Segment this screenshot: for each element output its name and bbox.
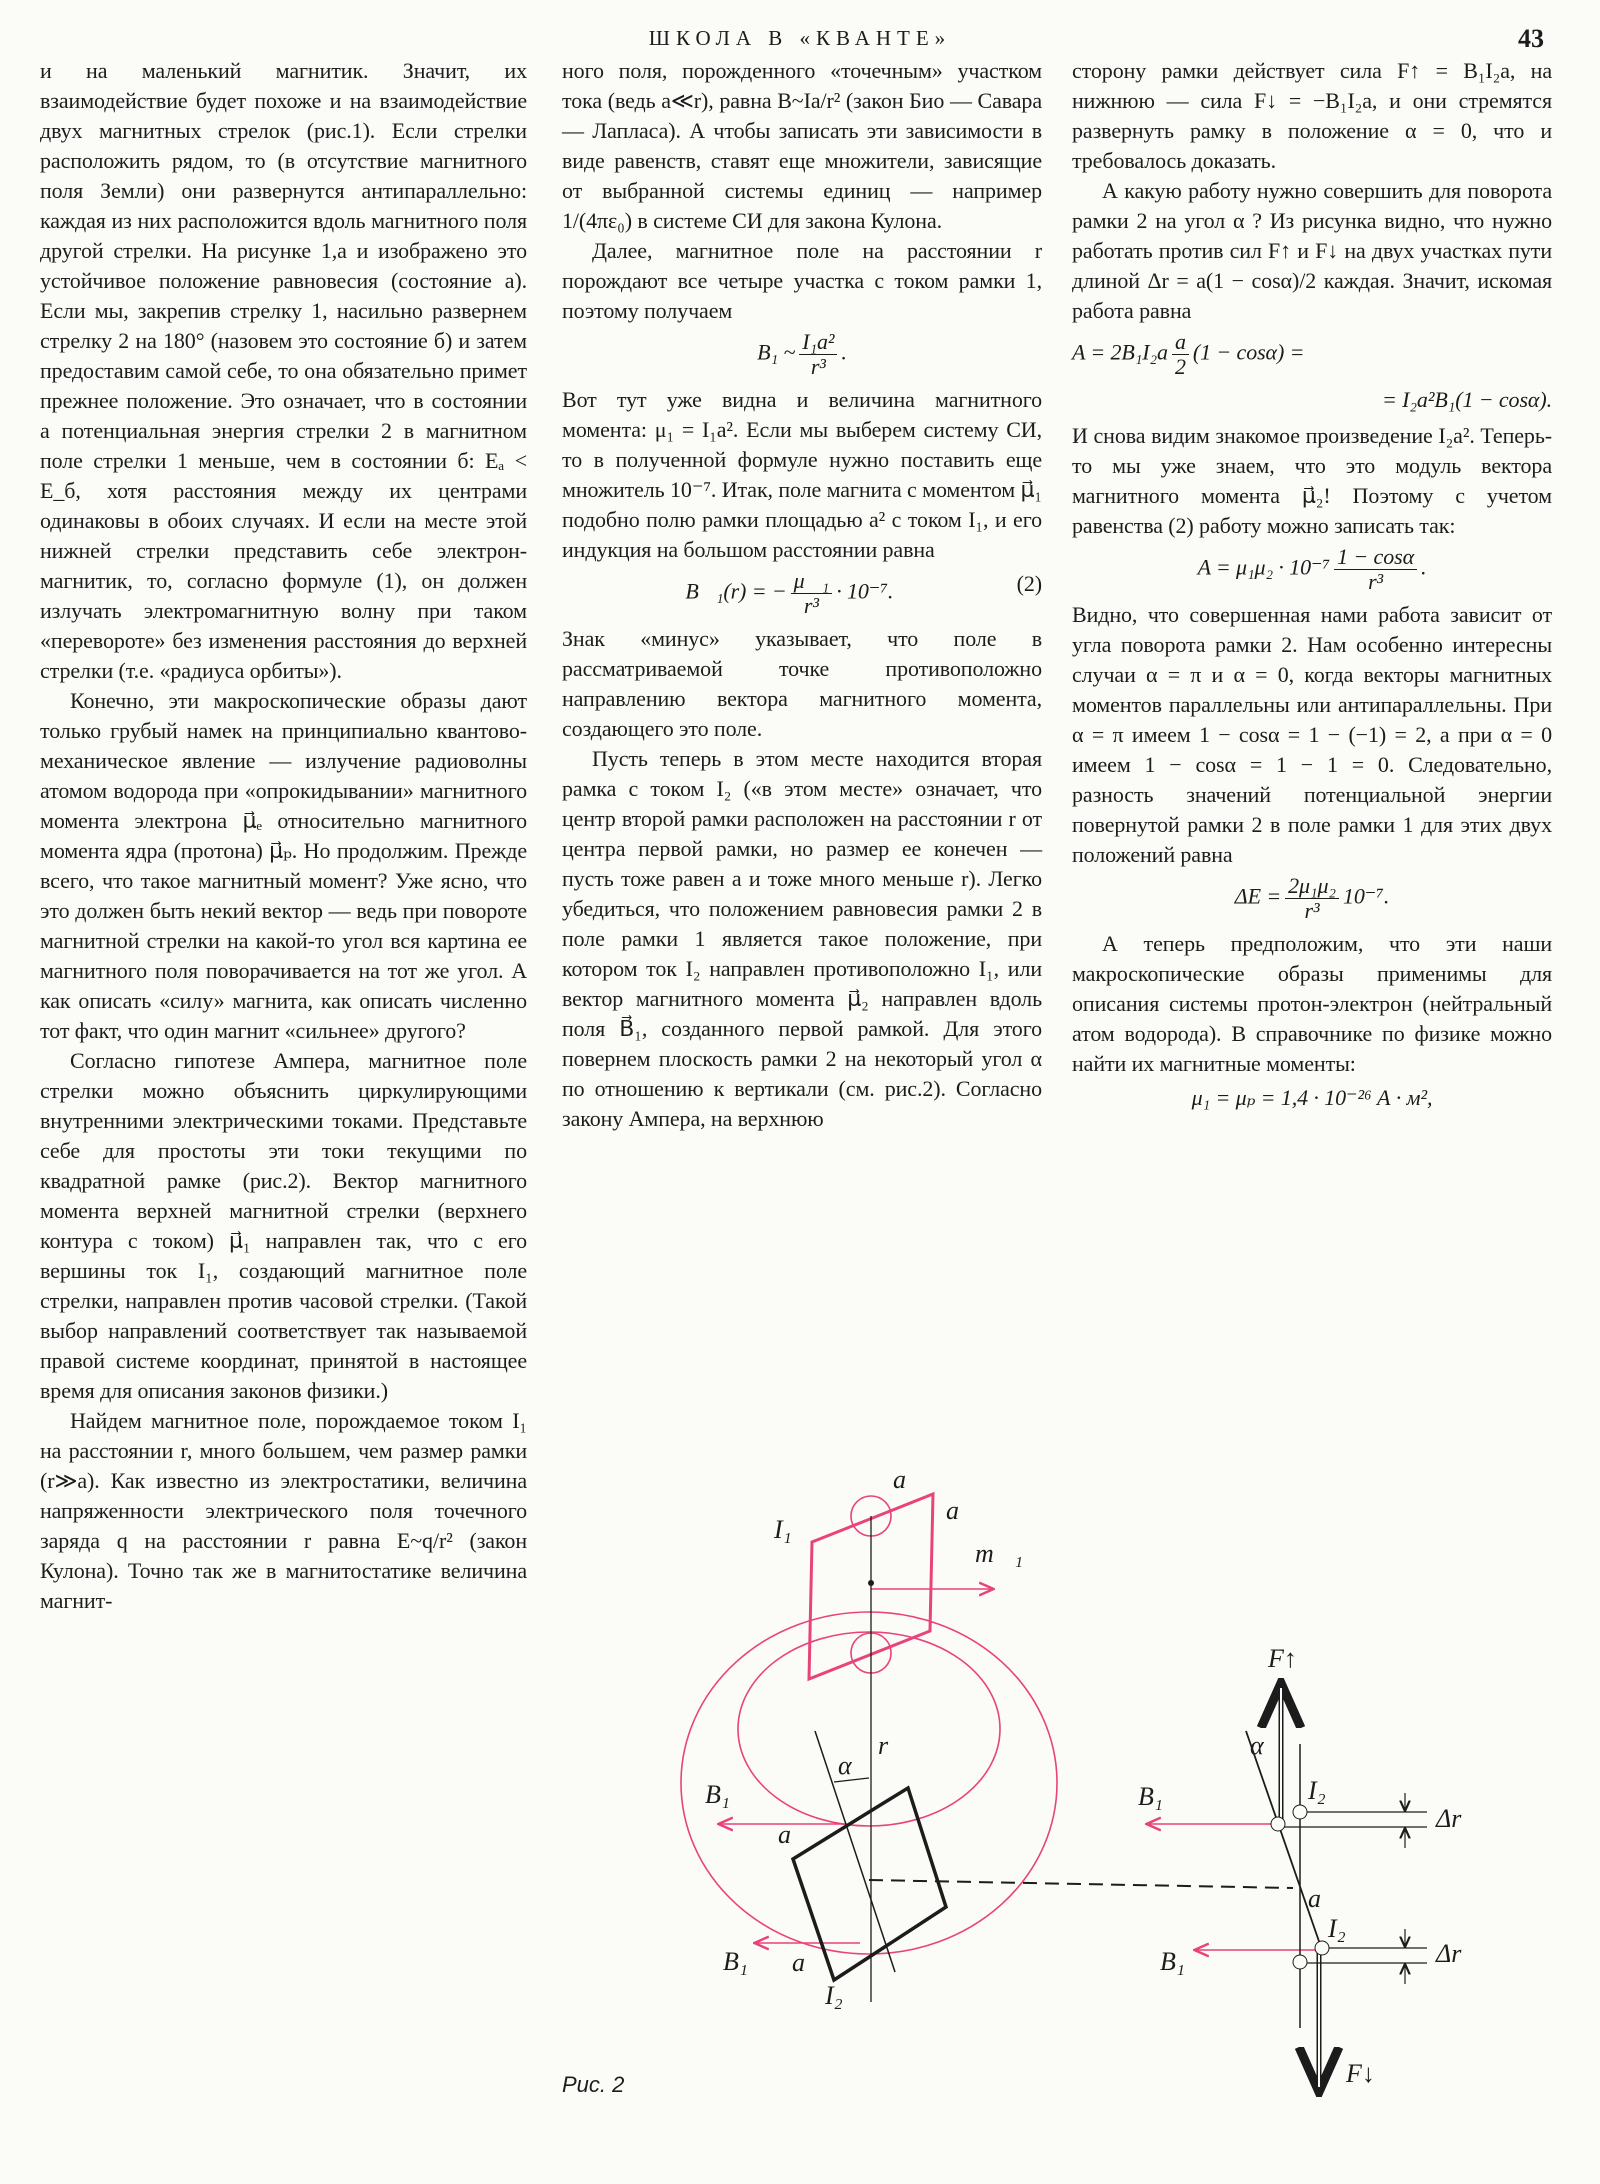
numerator: μ⃗₁: [791, 569, 833, 594]
equation-delta-e: [1072, 874, 1552, 923]
fraction: [799, 330, 837, 379]
denominator: r³: [1304, 898, 1320, 923]
paragraph: Вот тут уже видна и величина магнитного момента: μ₁ = I₁a². Если мы выберем систему СИ, то в полученной формуле нужно поставить еще множитель 10⁻⁷. Итак, поле магнита с моментом μ⃗₁ подобно полю рамки площадью a² с током I₁, и его индукция на большом расстоянии равна: [562, 387, 1042, 562]
page-number: 43: [1518, 24, 1544, 53]
paragraph: Конечно, эти макроскопические образы дают только грубый намек на принципиально квантово-механическое явление — излучение радиоволны атомом водорода при «опрокидывании» магнитного момента электрона μ⃗ₑ относительно магнитного момента ядра (протона) μ⃗ₚ. Но продолжим. Прежде всего, что такое магнитный момент? Уже ясно, что это должен быть некий вектор — ведь при повороте магнитной стрелки на какой-то угол вся картина ее магнитного поля поворачивается на тот же угол. А как описать «силу» магнита, как описать численно тот факт, что один магнит «сильнее» другого?: [40, 688, 527, 1043]
paragraph: ного поля, порожденного «точечным» участком тока (ведь a≪r), равна B~Ia/r² (закон Био — Савара — Лапласа). А чтобы записать эти зависимости в виде равенств, ставят еще множители, зависящие от выбранной системы единиц — например 1/(4πε₀) в системе СИ для закона Кулона.: [562, 58, 1042, 233]
label-i1: I₁: [774, 1515, 792, 1544]
label-i2: I₂: [1308, 1776, 1326, 1805]
label-b1: B₁: [1138, 1782, 1163, 1811]
paragraph: Видно, что совершенная нами работа зависит от угла поворота рамки 2. Нам особенно интересны случаи α = π и α = 0, когда векторы магнитных моментов параллельны или антипараллельны. При α = π имеем 1 − cosα = 1 − (−1) = 2, а при α = 0 имеем 1 − cosα = 1 − 1 = 0. Следовательно, разность значений потенциальной энергии повернутой рамки 2 в поле рамки 1 для этих двух положений равна: [1072, 602, 1552, 867]
label-i2: I₂: [1328, 1914, 1346, 1943]
eq-term: .: [841, 339, 847, 365]
denominator: 2: [1174, 354, 1186, 379]
text-column-3: [1072, 56, 1552, 1119]
numerator: 2μ₁μ₂: [1285, 874, 1339, 899]
inner-field-line: [738, 1632, 1000, 1826]
fraction: [791, 569, 833, 618]
dashed-guide: [869, 1880, 1293, 1888]
label-alpha: α: [1250, 1731, 1264, 1760]
label-a: a: [778, 1820, 791, 1849]
paragraph: Пусть теперь в этом месте находится вторая рамка с током I₂ («в этом месте» означает, что центр второй рамки расположен на расстоянии r от центра первой рамки, но размер ее конечен — пусть тоже равен a и тоже много меньше r). Легко убедиться, что положением равновесия рамки 2 в поле рамки 1 является такое положение, при котором ток I₂ направлен противоположно I₁, или вектор магнитного момента μ⃗₂ направлен вдоль поля B⃗₁, созданного первой рамкой. Для этого повернем плоскость рамки 2 на некоторый угол α по отношению к вертикали (см. рис.2). Согласно закону Ампера, на верхнюю: [562, 746, 1042, 1131]
paragraph: Далее, магнитное поле на расстоянии r порождают все четыре участка с током рамки 1, поэтому получаем: [562, 238, 1042, 323]
fraction: [1285, 874, 1339, 923]
label-a: a: [893, 1465, 906, 1494]
numerator: 1 − cosα: [1334, 545, 1417, 570]
running-header: ШКОЛА В «КВАНТЕ»: [648, 26, 952, 50]
label-a: a: [1308, 1884, 1321, 1913]
label-b1: B₁: [705, 1780, 730, 1809]
equation-work-line2: = I₂a²B₁(1 − cosα).: [1382, 387, 1552, 412]
label-b1: B₁: [1160, 1947, 1185, 1976]
loop-center: [868, 1580, 874, 1586]
tilted-axis: [815, 1731, 895, 1972]
equation-b1: [562, 330, 1042, 379]
figure-caption: Рис. 2: [562, 2072, 625, 2097]
numerator: a: [1172, 330, 1189, 355]
figure-2: [560, 1460, 1560, 2140]
label-m1: m⃗₁: [975, 1539, 1024, 1568]
paragraph: сторону рамки действует сила F↑ = B₁I₂a, на нижнюю — сила F↓ = −B₁I₂a, и они стремятся развернуть рамку в положение α = 0, что и требовалось доказать.: [1072, 58, 1552, 173]
paragraph: Согласно гипотезе Ампера, магнитное поле стрелки можно объяснить циркулирующими внутренними электрическими токами. Представьте себе для простоты эти токи текущими по квадратной рамке (рис.2). Вектор магнитного момента верхней магнитной стрелки (верхнего контура с током) μ⃗₁ направлен так, что с его вершины ток I₁, создающий магнитное поле стрелки, направлен против часовой стрелки. (Такой выбор направлений соответствует так называемой правой системе координат, принятой в настоящее время для описания законов физики.): [40, 1048, 527, 1403]
fraction: [1334, 545, 1417, 594]
label-delta-r: Δr: [1436, 1804, 1462, 1833]
label-b1: B₁: [723, 1947, 748, 1976]
eq-term: (1 − cosα) =: [1192, 339, 1305, 365]
label-a: a: [792, 1948, 805, 1977]
eq-term: · 10⁻⁷.: [836, 578, 894, 604]
fraction: [1172, 330, 1189, 379]
equation-number: (2): [1016, 571, 1042, 596]
equation-work: [1072, 330, 1552, 379]
label-i2: I₂: [825, 1981, 843, 2010]
eq-term: A = 2B₁I₂a: [1072, 339, 1168, 365]
label-alpha: α: [838, 1751, 852, 1780]
label-f-down: F↓: [1346, 2059, 1375, 2088]
equation-2: [562, 569, 1042, 618]
denominator: r³: [1368, 569, 1384, 594]
paragraph: и на маленький магнитик. Значит, их взаимодействие будет похоже и на взаимодействие двух магнитных стрелок (рис.1). Если стрелки расположить рядом, то (в отсутствие магнитного поля Земли) они развернутся антипараллельно: каждая из них расположится вдоль магнитного поля другой стрелки. На рисунке 1,а и изображено это устойчивое положение равновесия (состояние а). Если мы, закрепив стрелку 1, насильно развернем стрелку 2 на 180° (назовем это состояние б) и затем предоставим самой себе, то она обязательно примет прежнее положение. Это означает, что в состоянии а потенциальная энергия стрелки 2 в магнитном поле стрелки 1 меньше, чем в состоянии б: Eₐ < E_б, хотя расстояния между их центрами одинаковы в обоих случаях. И если на месте этой нижней стрелки представить себе электрон-магнитик, то, согласно формуле (1), он должен излучать электромагнитную волну при таком «перевороте» без изменения расстояния до верхней стрелки (т.е. «радиуса орбиты»).: [40, 58, 527, 683]
paragraph: А какую работу нужно совершить для поворота рамки 2 на угол α ? Из рисунка видно, что нужно работать против сил F↑ и F↓ на двух участках пути длиной Δr = a(1 − cosα)/2 каждая. Значит, искомая работа равна: [1072, 178, 1552, 323]
outer-field-line: [681, 1612, 1057, 1954]
paragraph: Найдем магнитное поле, порождаемое током I₁ на расстоянии r, много большем, чем размер рамки (r≫a). Как известно из электростатики, величина напряженности электрического поля точечного заряда q на расстоянии r равна E~q/r² (закон Кулона). Точно так же в магнитостатике величина магнит-: [40, 1408, 527, 1613]
eq-term: ΔE =: [1234, 883, 1282, 909]
label-r: r: [878, 1731, 889, 1760]
eq-term: 10⁻⁷.: [1342, 883, 1390, 909]
equation-work-moments: [1072, 545, 1552, 594]
text-column-2: [562, 56, 1042, 1134]
eq-term: .: [1421, 554, 1427, 580]
eq-term: A = μ₁μ₂ · 10⁻⁷: [1197, 554, 1331, 580]
label-f-up: F↑: [1268, 1644, 1297, 1673]
paragraph: А теперь предположим, что эти наши макроскопические образы применимы для описания системы протон-электрон (нейтральный атом водорода). В справочнике по физике можно найти их магнитные моменты:: [1072, 931, 1552, 1076]
text-column-1: [40, 56, 527, 1616]
denominator: r³: [803, 593, 819, 618]
numerator: I₁a²: [799, 330, 837, 355]
label-a: a: [946, 1496, 959, 1525]
eq-term: B⃗₁(r) = −: [685, 578, 787, 604]
paragraph: И снова видим знакомое произведение I₂a². Теперь-то мы уже знаем, что это модуль вектора магнитного момента μ⃗₂! Поэтому с учетом равенства (2) работу можно записать так:: [1072, 423, 1552, 538]
label-delta-r: Δr: [1436, 1939, 1462, 1968]
equation-proton-moment: μ₁ = μₚ = 1,4 · 10⁻²⁶ А · м²,: [1191, 1085, 1433, 1110]
paragraph: Знак «минус» указывает, что поле в рассматриваемой точке противоположно направлению вектора магнитного момента, создающего это поле.: [562, 626, 1042, 741]
denominator: r³: [810, 354, 826, 379]
eq-term: B₁ ~: [757, 339, 796, 365]
